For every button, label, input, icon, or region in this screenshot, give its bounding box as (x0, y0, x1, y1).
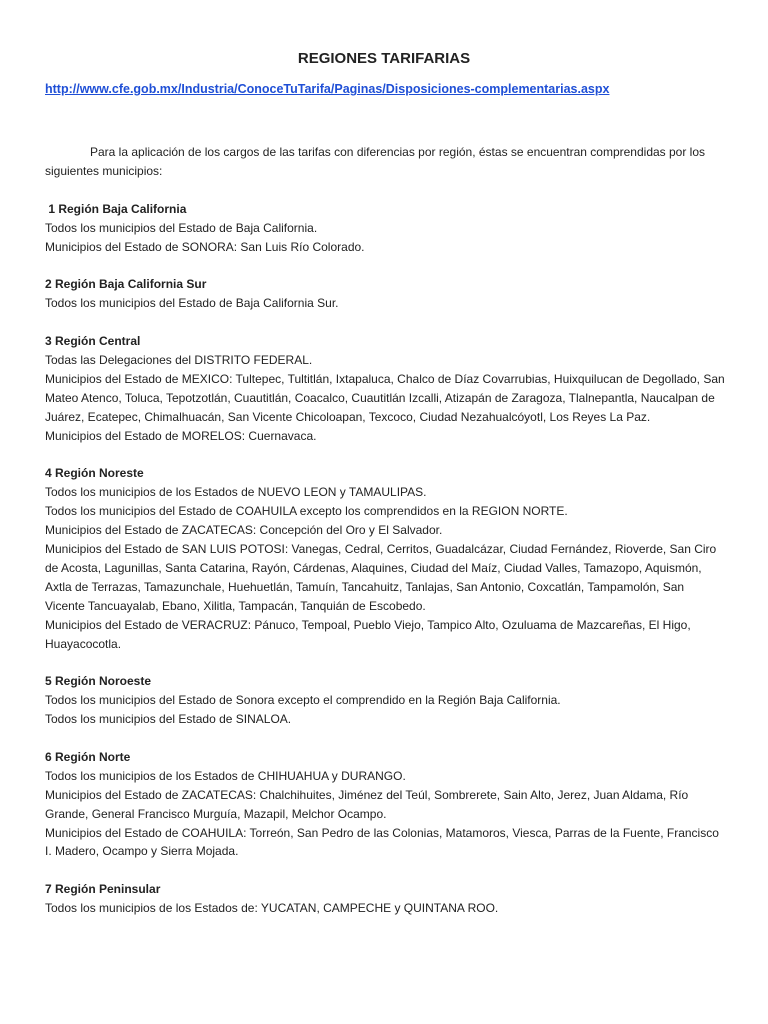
region-title: 1 Región Baja California (45, 201, 187, 216)
region-line: Municipios del Estado de MORELOS: Cuernavaca. (45, 428, 317, 443)
document-body (45, 143, 725, 937)
region-2 (45, 275, 725, 313)
region-line: Todos los municipios del Estado de SINALOA. (45, 712, 292, 727)
region-line: Municipios del Estado de MEXICO: Tultepec, Tultitlán, Ixtapaluca, Chalco de Díaz Covarrubias, Huixquilucan de Degollado, San Mateo Atenco, Toluca, Tepotzotlán, Cuautitlán, Coacalco, Cuautitlán Izcalli, Atizapán de Zaragoza, Tlalnepantla, Naucalpan de Juárez, Ecatepec, Chimalhuacán, San Vicente Chicoloapan, Texcoco, Ciudad Nezahualcóyotl, Los Reyes La Paz. (45, 371, 725, 424)
region-line: Todos los municipios del Estado de Baja California. (45, 220, 318, 235)
page-title: REGIONES TARIFARIAS (297, 50, 471, 67)
intro-paragraph: Para la aplicación de los cargos de las tarifas con diferencias por región, éstas se encuentran comprendidas por los siguientes municipios: (45, 145, 706, 178)
region-title: 2 Región Baja California Sur (45, 277, 207, 292)
region-line: Todos los municipios de los Estados de NUEVO LEON y TAMAULIPAS. (45, 485, 427, 500)
region-line: Todos los municipios de los Estados de CHIHUAHUA y DURANGO. (45, 768, 406, 783)
region-line: Todos los municipios del Estado de Sonora excepto el comprendido en la Región Baja California. (45, 693, 561, 708)
source-link[interactable]: http://www.cfe.gob.mx/Industria/ConoceTuTarifa/Paginas/Disposiciones-complementarias.aspx (45, 82, 610, 96)
region-title: 3 Región Central (45, 334, 141, 349)
region-title: 7 Región Peninsular (45, 882, 161, 897)
region-6 (45, 748, 725, 861)
region-7 (45, 880, 725, 918)
region-line: Municipios del Estado de COAHUILA: Torreón, San Pedro de las Colonias, Matamoros, Viesca, Parras de la Fuente, Francisco I. Madero, Ocampo y Sierra Mojada. (45, 825, 719, 859)
region-line: Municipios del Estado de ZACATECAS: Concepción del Oro y El Salvador. (45, 523, 443, 538)
region-line: Todos los municipios del Estado de Baja California Sur. (45, 296, 339, 311)
region-line: Municipios del Estado de SONORA: San Luis Río Colorado. (45, 239, 365, 254)
region-line: Municipios del Estado de ZACATECAS: Chalchihuites, Jiménez del Teúl, Sombrerete, Sain Alto, Jerez, Juan Aldama, Río Grande, General Francisco Murguía, Mazapil, Melchor Ocampo. (45, 787, 689, 821)
region-line: Municipios del Estado de VERACRUZ: Pánuco, Tempoal, Pueblo Viejo, Tampico Alto, Ozuluama de Mazcareñas, El Higo, Huayacocotla. (45, 617, 691, 651)
region-line: Todos los municipios del Estado de COAHUILA excepto los comprendidos en la REGION NORTE. (45, 504, 568, 519)
region-line: Todos los municipios de los Estados de: YUCATAN, CAMPECHE y QUINTANA ROO. (45, 901, 499, 916)
region-1 (45, 200, 725, 257)
region-3 (45, 332, 725, 445)
region-5 (45, 672, 725, 729)
region-title: 4 Región Noreste (45, 466, 144, 481)
region-line: Todas las Delegaciones del DISTRITO FEDERAL. (45, 352, 313, 367)
region-title: 5 Región Noroeste (45, 674, 152, 689)
region-title: 6 Región Norte (45, 749, 131, 764)
region-line: Municipios del Estado de SAN LUIS POTOSI: Vanegas, Cedral, Cerritos, Guadalcázar, Ciudad Fernández, Rioverde, San Ciro de Acosta, Lagunillas, Santa Catarina, Rayón, Cárdenas, Alaquines, Ciudad del Maíz, Ciudad Valles, Tamazopo, Aquismón, Axtla de Terrazas, Tamazunchale, Huehuetlán, Tamuín, Tancahuitz, Tanlajas, San Antonio, Coxcatlán, Tampamolón, San Vicente Tancuayalab, Ebano, Xilitla, Tampacán, Tanquián de Escobedo. (45, 541, 717, 613)
region-4 (45, 464, 725, 653)
